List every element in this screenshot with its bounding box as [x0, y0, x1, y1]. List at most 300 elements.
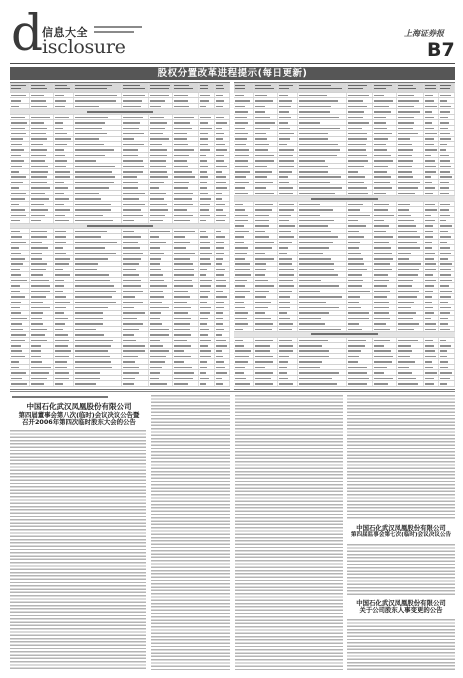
table-cell [30, 234, 54, 238]
table-cell [373, 354, 397, 358]
personnel-notice-body [347, 619, 455, 670]
table-cell [278, 109, 298, 113]
table-cell [74, 283, 122, 287]
table-cell [10, 311, 30, 315]
table-cell [173, 164, 199, 168]
table-cell [74, 115, 122, 119]
table-cell [347, 93, 374, 97]
table-cell [173, 207, 199, 211]
table-cell [122, 147, 148, 151]
table-cell [439, 224, 454, 228]
table-cell [278, 131, 298, 135]
table-cell [149, 283, 173, 287]
table-cell [424, 278, 439, 282]
table-header-cell [30, 83, 54, 92]
table-cell [173, 370, 199, 374]
table-cell [373, 126, 397, 130]
table-cell [173, 294, 199, 298]
table-cell [173, 185, 199, 189]
table-cell [30, 245, 54, 249]
table-cell [347, 256, 374, 260]
table-cell [439, 289, 454, 293]
table-cell [30, 164, 54, 168]
table-cell [30, 185, 54, 189]
table-cell [122, 294, 148, 298]
table-cell [173, 196, 199, 200]
table-cell [74, 202, 122, 206]
table-cell [347, 365, 374, 369]
table-cell [10, 126, 30, 130]
table-cell [254, 104, 278, 108]
masthead-info-line [94, 31, 134, 33]
table-cell [278, 158, 298, 162]
table-cell [54, 278, 74, 282]
table-cell [424, 131, 439, 135]
table-cell [199, 126, 214, 130]
table-cell [10, 164, 30, 168]
table-cell [173, 316, 199, 320]
table-cell [149, 196, 173, 200]
table-cell [215, 218, 230, 222]
table-cell [424, 289, 439, 293]
table-cell [173, 267, 199, 271]
table-cell [424, 376, 439, 380]
table-cell [54, 175, 74, 179]
table-cell [173, 158, 199, 162]
table-cell [122, 381, 148, 385]
table-cell [397, 185, 424, 189]
table-header-cell [173, 83, 199, 92]
supervisory-notice-heading [347, 525, 455, 539]
table-cell [373, 359, 397, 363]
table-cell [74, 180, 122, 184]
table-cell [149, 376, 173, 380]
table-cell [30, 316, 54, 320]
table-cell [149, 202, 173, 206]
table-cell [439, 359, 454, 363]
table-cell [397, 262, 424, 266]
table-cell [199, 137, 214, 141]
table-cell [10, 272, 30, 276]
table-cell [199, 370, 214, 374]
table-cell [149, 316, 173, 320]
table-cell [74, 234, 122, 238]
table-cell [30, 300, 54, 304]
table-cell [122, 234, 148, 238]
table-cell [122, 98, 148, 102]
table-cell [397, 207, 424, 211]
table-cell [298, 278, 347, 282]
table-cell [74, 256, 122, 260]
table-cell [54, 332, 74, 336]
table-cell [215, 289, 230, 293]
table-cell [298, 283, 347, 287]
table-cell [298, 376, 347, 380]
table-cell [373, 158, 397, 162]
table-cell [347, 218, 374, 222]
table-cell [149, 300, 173, 304]
table-cell [199, 153, 214, 157]
table-cell [254, 131, 278, 135]
table-cell [397, 311, 424, 315]
table-cell [173, 300, 199, 304]
table-cell [122, 142, 148, 146]
table-cell [234, 137, 254, 141]
table-cell [199, 213, 214, 217]
table-cell [439, 185, 454, 189]
table-cell [30, 251, 54, 255]
table-cell [10, 218, 30, 222]
table-cell [122, 131, 148, 135]
table-cell [122, 245, 148, 249]
table-cell [30, 305, 54, 309]
table-cell [74, 93, 122, 97]
table-cell [347, 185, 374, 189]
table-cell [149, 191, 173, 195]
table-cell [54, 376, 74, 380]
table-cell [30, 175, 54, 179]
table-cell [173, 115, 199, 119]
table-cell [215, 245, 230, 249]
table-cell [278, 126, 298, 130]
table-cell [373, 142, 397, 146]
table-cell [122, 185, 148, 189]
table-cell [347, 104, 374, 108]
table-cell [74, 147, 122, 151]
table-header-cell [298, 83, 347, 92]
table-cell [373, 262, 397, 266]
table-cell [122, 354, 148, 358]
table-cell [373, 272, 397, 276]
table-cell [347, 224, 374, 228]
table-cell [397, 137, 424, 141]
table-cell [298, 256, 347, 260]
table-cell [347, 240, 374, 244]
table-cell [439, 370, 454, 374]
table-cell [122, 180, 148, 184]
table-cell [30, 213, 54, 217]
masthead-rule [10, 63, 455, 64]
table-cell [173, 126, 199, 130]
table-cell [298, 126, 347, 130]
table-cell [173, 305, 199, 309]
table-cell [347, 98, 374, 102]
table-cell [424, 283, 439, 287]
board-notice-body [10, 430, 146, 670]
table-cell [54, 169, 74, 173]
table-cell [199, 240, 214, 244]
table-cell [74, 158, 122, 162]
table-cell [215, 191, 230, 195]
table-cell [30, 321, 54, 325]
table-cell [234, 131, 254, 135]
table-cell [347, 234, 374, 238]
table-cell [278, 294, 298, 298]
table-cell [199, 169, 214, 173]
table-cell [278, 175, 298, 179]
masthead-initial: d [11, 4, 44, 62]
table-cell [10, 300, 30, 304]
table-cell [173, 272, 199, 276]
table-cell [173, 365, 199, 369]
table-cell [54, 343, 74, 347]
table-cell [215, 126, 230, 130]
table-cell [347, 294, 374, 298]
table-cell [397, 376, 424, 380]
table-cell [278, 137, 298, 141]
table-cell [397, 104, 424, 108]
table-cell [347, 305, 374, 309]
table-cell [30, 354, 54, 358]
table-cell [424, 169, 439, 173]
table-cell [373, 370, 397, 374]
table-cell [173, 256, 199, 260]
table-cell [424, 251, 439, 255]
table-cell [347, 191, 374, 195]
table-cell [74, 104, 122, 108]
table-cell [173, 153, 199, 157]
table-cell [173, 262, 199, 266]
table-cell [54, 104, 74, 108]
table-cell [10, 175, 30, 179]
table-cell [298, 180, 347, 184]
table-cell [30, 349, 54, 353]
table-cell [439, 229, 454, 233]
table-cell [373, 338, 397, 342]
table-cell [173, 98, 199, 102]
table-cell [122, 137, 148, 141]
table-cell [30, 262, 54, 266]
table-cell [439, 245, 454, 249]
table-cell [74, 137, 122, 141]
table-cell [149, 245, 173, 249]
table-cell [373, 164, 397, 168]
table-cell [199, 202, 214, 206]
table-cell [397, 115, 424, 119]
table-cell [298, 272, 347, 276]
table-cell [373, 251, 397, 255]
table-cell [397, 359, 424, 363]
table-cell [122, 120, 148, 124]
table-cell [439, 300, 454, 304]
table-cell [424, 365, 439, 369]
table-header-cell [215, 83, 230, 92]
table-cell [424, 294, 439, 298]
table-cell [298, 343, 347, 347]
table-cell [74, 142, 122, 146]
table-cell [397, 278, 424, 282]
table-cell [30, 93, 54, 97]
table-cell [234, 359, 254, 363]
table-cell [215, 240, 230, 244]
table-cell [373, 98, 397, 102]
supervisory-notice-title: 第四届监事会第七次(临时)会议决议公告 [350, 532, 452, 539]
table-cell [298, 104, 347, 108]
table-cell [298, 164, 347, 168]
table-cell [30, 202, 54, 206]
table-cell [278, 321, 298, 325]
table-cell [10, 213, 30, 217]
table-cell [122, 316, 148, 320]
table-cell [74, 321, 122, 325]
table-cell [397, 349, 424, 353]
table-cell [54, 311, 74, 315]
table-cell [298, 175, 347, 179]
table-cell [149, 164, 173, 168]
table-cell [199, 218, 214, 222]
table-cell [373, 343, 397, 347]
table-cell [234, 93, 254, 97]
table-cell [347, 311, 374, 315]
table-cell [122, 349, 148, 353]
table-cell [397, 289, 424, 293]
table-cell [424, 218, 439, 222]
table-cell [278, 191, 298, 195]
table-cell [30, 376, 54, 380]
table-cell [254, 256, 278, 260]
table-cell [254, 218, 278, 222]
table-cell [278, 240, 298, 244]
table-cell [439, 147, 454, 151]
table-cell [10, 120, 30, 124]
table-cell [30, 294, 54, 298]
table-cell [424, 229, 439, 233]
table-cell [424, 272, 439, 276]
table-cell [149, 381, 173, 385]
table-cell [215, 169, 230, 173]
table-cell [149, 321, 173, 325]
table-cell [298, 98, 347, 102]
table-header-row [10, 83, 230, 93]
table-cell [30, 153, 54, 157]
table-cell [54, 240, 74, 244]
table-cell [54, 213, 74, 217]
table-cell [30, 180, 54, 184]
table-cell [278, 234, 298, 238]
table-cell [254, 147, 278, 151]
table-cell [254, 300, 278, 304]
table-cell [278, 278, 298, 282]
table-cell [397, 180, 424, 184]
table-cell [234, 365, 254, 369]
table-cell [254, 191, 278, 195]
table-cell [373, 327, 397, 331]
table-cell [373, 316, 397, 320]
table-cell [74, 262, 122, 266]
table-cell [254, 343, 278, 347]
table-cell [397, 251, 424, 255]
table-cell [347, 283, 374, 287]
table-cell [424, 240, 439, 244]
table-cell [10, 370, 30, 374]
table-cell [10, 354, 30, 358]
table-cell [215, 104, 230, 108]
table-cell [199, 365, 214, 369]
table-cell [397, 126, 424, 130]
table-cell [439, 180, 454, 184]
table-cell [234, 147, 254, 151]
table-cell [74, 349, 122, 353]
table-cell [234, 256, 254, 260]
table-cell [424, 245, 439, 249]
table-cell [234, 316, 254, 320]
table-cell [397, 93, 424, 97]
table-cell [54, 98, 74, 102]
table-cell [122, 104, 148, 108]
table-cell [74, 376, 122, 380]
table-cell [30, 137, 54, 141]
table-cell [74, 218, 122, 222]
table-cell [397, 131, 424, 135]
table-cell [122, 365, 148, 369]
table-cell [424, 327, 439, 331]
table-cell [298, 224, 347, 228]
table-cell [173, 202, 199, 206]
table-cell [173, 104, 199, 108]
table-header-cell [10, 83, 30, 92]
table-cell [215, 332, 230, 336]
table-cell [439, 381, 454, 385]
table-cell [149, 240, 173, 244]
table-cell [397, 109, 424, 113]
table-cell [234, 180, 254, 184]
table-header-cell [122, 83, 148, 92]
table-cell [254, 267, 278, 271]
table-cell [149, 213, 173, 217]
table-cell [30, 370, 54, 374]
table-cell [278, 283, 298, 287]
table-cell [149, 147, 173, 151]
table-cell [122, 338, 148, 342]
table-cell [439, 321, 454, 325]
table-cell [397, 327, 424, 331]
table-cell [199, 142, 214, 146]
table-cell [149, 289, 173, 293]
table-cell [278, 256, 298, 260]
table-cell [347, 267, 374, 271]
table-cell [254, 120, 278, 124]
table-cell [30, 240, 54, 244]
table-cell [254, 327, 278, 331]
table-cell [234, 370, 254, 374]
table-cell [424, 213, 439, 217]
table-cell [54, 126, 74, 130]
table-cell [173, 229, 199, 233]
table-cell [10, 251, 30, 255]
table-cell [397, 305, 424, 309]
table-cell [439, 283, 454, 287]
table-cell [234, 245, 254, 249]
table-cell [397, 224, 424, 228]
table-cell [215, 137, 230, 141]
table-cell [199, 327, 214, 331]
table-cell [298, 202, 347, 206]
table-cell [397, 245, 424, 249]
table-cell [30, 343, 54, 347]
table-cell [10, 381, 30, 385]
reform-progress-table-right [234, 82, 455, 390]
table-cell [347, 359, 374, 363]
table-cell [397, 158, 424, 162]
table-cell [74, 343, 122, 347]
table-cell [278, 115, 298, 119]
table-cell [215, 185, 230, 189]
table-cell [122, 376, 148, 380]
table-cell [298, 300, 347, 304]
table-cell [149, 218, 173, 222]
table-cell [439, 338, 454, 342]
table-cell [234, 115, 254, 119]
